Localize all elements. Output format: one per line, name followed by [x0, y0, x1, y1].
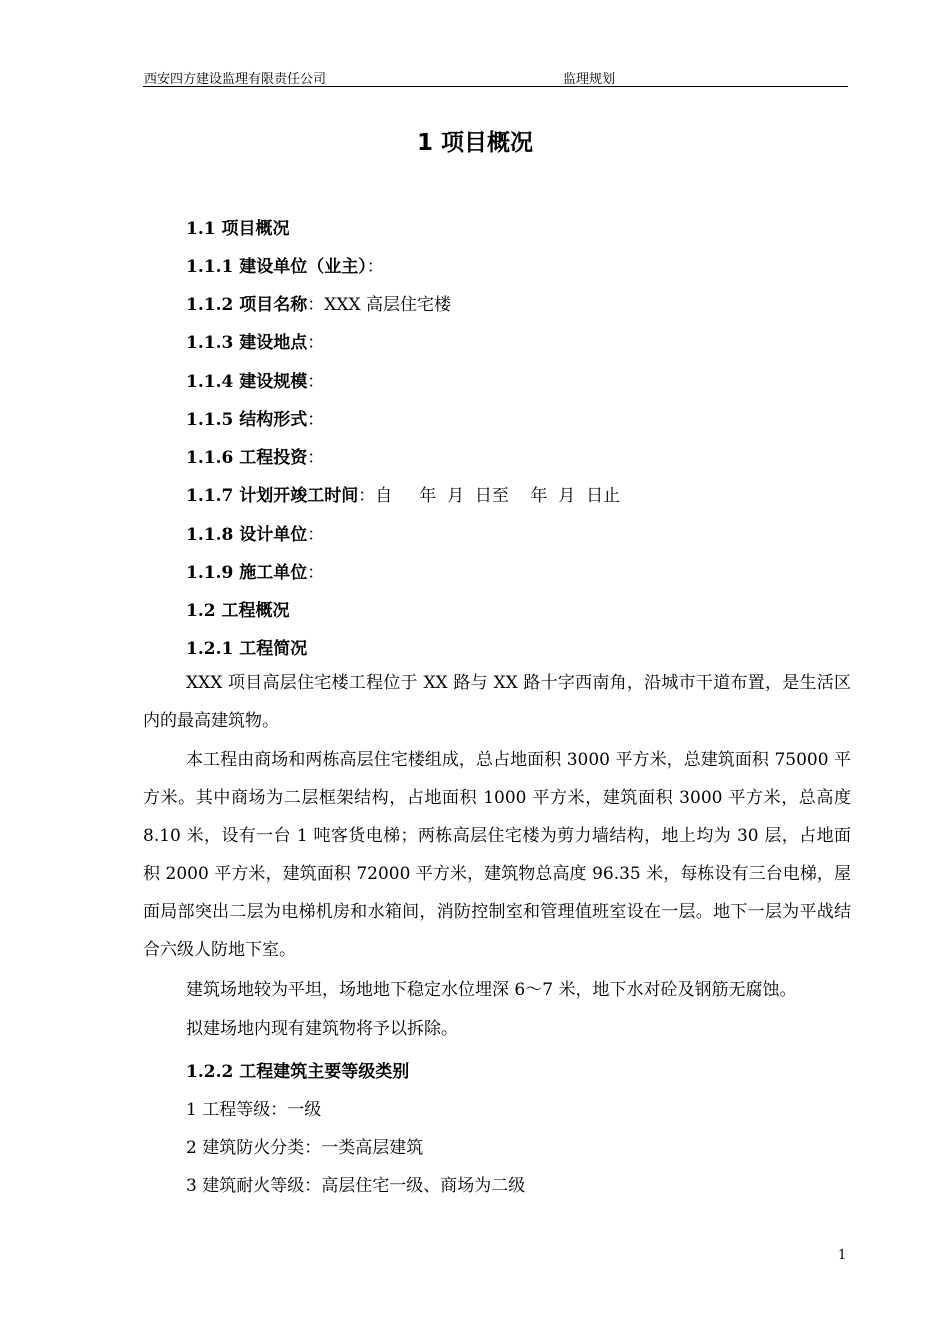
item-1-2-1: 1.2.1 工程简况: [186, 639, 308, 659]
page-header: [143, 66, 848, 87]
paragraph-demolition: 拟建场地内现有建筑物将予以拆除。: [186, 1019, 458, 1039]
section-1-2: 1.2 工程概况: [186, 601, 290, 621]
grade-item-2: 2 建筑防火分类：一类高层建筑: [186, 1138, 424, 1158]
paragraph-location: XXX 项目高层住宅楼工程位于 XX 路与 XX 路十字西南角，沿城市干道布置，是生活区内的最高建筑物。: [143, 673, 851, 731]
paragraph-composition: 本工程由商场和两栋高层住宅楼组成，总占地面积 3000 平方米，总建筑面积 75000 平方米。其中商场为二层框架结构，占地面积 1000 平方米，建筑面积 3000 平方米，总高度 8.10 米，设有一台 1 吨客货电梯；两栋高层住宅楼为剪力墙结构，地上均为 30 层，占地面积 2000 平方米，建筑面积 72000 平方米，建筑物总高度 96.35 米，每栋设有三台电梯，屋面局部突出二层为电梯机房和水箱间，消防控制室和管理值班室设在一层。地下一层为平战结合六级人防地下室。: [143, 750, 851, 960]
item-1-1-7: 1.1.7 计划开竣工时间：自 年 月 日至 年 月 日止: [186, 486, 621, 506]
grade-item-3: 3 建筑耐火等级：高层住宅一级、商场为二级: [186, 1176, 526, 1196]
item-1-1-2: 1.1.2 项目名称：XXX 高层住宅楼: [186, 295, 451, 315]
header-company: 西安四方建设监理有限责任公司: [144, 72, 327, 87]
item-1-1-9: 1.1.9 施工单位：: [186, 563, 325, 583]
header-doc-title: 监理规划: [563, 72, 616, 87]
item-1-1-6: 1.1.6 工程投资：: [186, 448, 325, 468]
section-1-1: 1.1 项目概况: [186, 219, 290, 239]
page-number: 1: [838, 1248, 847, 1263]
item-1-1-5: 1.1.5 结构形式：: [186, 410, 325, 430]
page-title: 1 项目概况: [416, 130, 533, 156]
item-1-1-1: 1.1.1 建设单位（业主）：: [186, 257, 384, 277]
item-1-1-3: 1.1.3 建设地点：: [186, 333, 325, 353]
item-1-2-2: 1.2.2 工程建筑主要等级类别: [186, 1062, 410, 1082]
paragraph-site: 建筑场地较为平坦，场地地下稳定水位埋深 6～7 米，地下水对砼及钢筋无腐蚀。: [186, 980, 797, 1000]
grade-item-1: 1 工程等级：一级: [186, 1100, 322, 1120]
item-1-1-8: 1.1.8 设计单位：: [186, 525, 325, 545]
item-1-1-4: 1.1.4 建设规模：: [186, 372, 325, 392]
